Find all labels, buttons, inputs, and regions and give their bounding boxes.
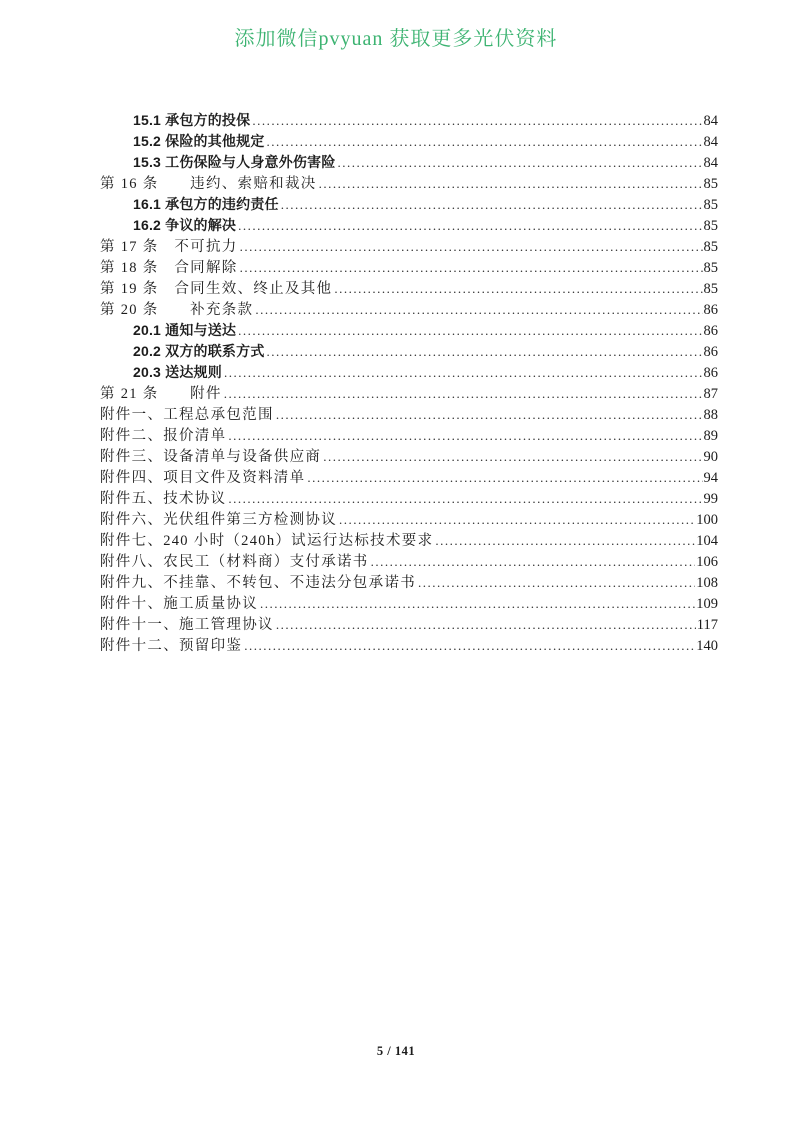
toc-entry-label: 15.2 保险的其他规定 — [133, 133, 265, 149]
toc-entry — [100, 278, 718, 299]
toc-entry — [100, 509, 718, 530]
toc-entry — [100, 131, 718, 152]
toc-entry-page-number: 85 — [703, 281, 718, 297]
toc-entry-page-number: 100 — [696, 512, 718, 528]
toc-entry-label: 附件一、工程总承包范围 — [100, 407, 274, 423]
toc-dot-leader — [260, 593, 695, 614]
toc-dot-leader — [371, 551, 696, 572]
toc-entry — [100, 320, 718, 341]
toc-entry-label: 附件二、报价清单 — [100, 428, 227, 444]
toc-entry-label: 16.2 争议的解决 — [133, 217, 237, 233]
toc-entry-page-number: 84 — [703, 113, 718, 129]
toc-entry — [100, 467, 718, 488]
toc-entry — [100, 446, 718, 467]
toc-dot-leader — [323, 446, 702, 467]
toc-entry — [100, 593, 718, 614]
toc-entry-label: 第 18 条 合同解除 — [100, 260, 238, 276]
toc-dot-leader — [276, 404, 703, 425]
toc-entry — [100, 425, 718, 446]
toc-entry — [100, 530, 718, 551]
toc-entry-label: 20.1 通知与送达 — [133, 322, 237, 338]
toc-dot-leader — [435, 530, 695, 551]
toc-dot-leader — [267, 341, 703, 362]
toc-entry-page-number: 90 — [703, 449, 718, 465]
toc-entry — [100, 152, 718, 173]
toc-dot-leader — [334, 278, 702, 299]
toc-entry-label: 附件十一、施工管理协议 — [100, 617, 274, 633]
toc-entry-label: 附件四、项目文件及资料清单 — [100, 470, 306, 486]
toc-dot-leader — [252, 110, 702, 131]
toc-entry-page-number: 104 — [696, 533, 718, 549]
toc-entry-page-number: 109 — [696, 596, 718, 612]
toc-entry-page-number: 86 — [703, 323, 718, 339]
toc-dot-leader — [240, 236, 703, 257]
toc-entry — [100, 572, 718, 593]
toc-entry-label: 15.1 承包方的投保 — [133, 112, 251, 128]
toc-entry — [100, 236, 718, 257]
toc-entry — [100, 194, 718, 215]
toc-dot-leader — [244, 635, 695, 656]
toc-dot-leader — [281, 194, 703, 215]
toc-dot-leader — [338, 152, 703, 173]
toc-entry-page-number: 140 — [696, 638, 718, 654]
toc-entry-page-number: 88 — [703, 407, 718, 423]
toc-entry-label: 第 20 条 补充条款 — [100, 302, 254, 318]
toc-entry-label: 第 17 条 不可抗力 — [100, 239, 238, 255]
toc-entry-label: 附件五、技术协议 — [100, 491, 227, 507]
toc-dot-leader — [276, 614, 696, 635]
toc-entry — [100, 551, 718, 572]
toc-entry-page-number: 87 — [703, 386, 718, 402]
toc-entry-page-number: 85 — [703, 197, 718, 213]
toc-entry-page-number: 86 — [703, 344, 718, 360]
toc-entry-page-number: 84 — [703, 134, 718, 150]
toc-dot-leader — [228, 425, 702, 446]
promo-note: 添加微信pvyuan 获取更多光伏资料 — [234, 28, 558, 50]
toc-dot-leader — [255, 299, 702, 320]
toc-dot-leader — [238, 215, 702, 236]
toc-entry — [100, 299, 718, 320]
toc-entry — [100, 341, 718, 362]
toc-entry-page-number: 108 — [696, 575, 718, 591]
toc-dot-leader — [238, 320, 702, 341]
toc-dot-leader — [228, 488, 702, 509]
toc-entry-page-number: 86 — [703, 365, 718, 381]
toc-entry-page-number: 85 — [703, 239, 718, 255]
toc-entry-page-number: 99 — [703, 491, 718, 507]
toc-entry-page-number: 89 — [703, 428, 718, 444]
toc-entry-label: 第 16 条 违约、索赔和裁决 — [100, 176, 317, 192]
toc-entry-label: 附件十二、预留印鉴 — [100, 638, 243, 654]
toc-entry — [100, 635, 718, 656]
toc-entry — [100, 614, 718, 635]
toc-entry-label: 第 21 条 附件 — [100, 386, 222, 402]
toc-entry-page-number: 86 — [703, 302, 718, 318]
toc-entry — [100, 362, 718, 383]
toc-dot-leader — [267, 131, 703, 152]
toc-entry-label: 附件十、施工质量协议 — [100, 596, 258, 612]
toc-entry-page-number: 85 — [703, 218, 718, 234]
toc-entry-label: 20.2 双方的联系方式 — [133, 343, 265, 359]
page-number-indicator: 5 / 141 — [376, 1044, 416, 1058]
toc-entry-label: 16.1 承包方的违约责任 — [133, 196, 279, 212]
toc-entry — [100, 215, 718, 236]
toc-entry — [100, 110, 718, 131]
toc-entry-label: 附件六、光伏组件第三方检测协议 — [100, 512, 337, 528]
toc-entry-label: 附件三、设备清单与设备供应商 — [100, 449, 322, 465]
toc-entry-page-number: 94 — [703, 470, 718, 486]
toc-entry-page-number: 85 — [703, 176, 718, 192]
toc-dot-leader — [224, 383, 703, 404]
toc-dot-leader — [418, 572, 695, 593]
toc-entry-page-number: 117 — [696, 617, 718, 633]
toc-entry-label: 第 19 条 合同生效、终止及其他 — [100, 281, 333, 297]
toc-entry — [100, 383, 718, 404]
toc-entry — [100, 488, 718, 509]
toc-entry-label: 附件八、农民工（材料商）支付承诺书 — [100, 554, 369, 570]
table-of-contents — [100, 110, 718, 656]
toc-entry — [100, 257, 718, 278]
toc-entry-label: 附件九、不挂靠、不转包、不违法分包承诺书 — [100, 575, 416, 591]
toc-dot-leader — [224, 362, 703, 383]
toc-dot-leader — [240, 257, 703, 278]
toc-entry-page-number: 106 — [696, 554, 718, 570]
toc-entry — [100, 173, 718, 194]
toc-dot-leader — [339, 509, 695, 530]
toc-entry-page-number: 85 — [703, 260, 718, 276]
toc-dot-leader — [307, 467, 702, 488]
toc-entry-label: 15.3 工伤保险与人身意外伤害险 — [133, 154, 336, 170]
toc-dot-leader — [319, 173, 703, 194]
toc-entry — [100, 404, 718, 425]
toc-entry-label: 附件七、240 小时（240h）试运行达标技术要求 — [100, 533, 434, 549]
toc-entry-label: 20.3 送达规则 — [133, 364, 222, 380]
toc-entry-page-number: 84 — [703, 155, 718, 171]
